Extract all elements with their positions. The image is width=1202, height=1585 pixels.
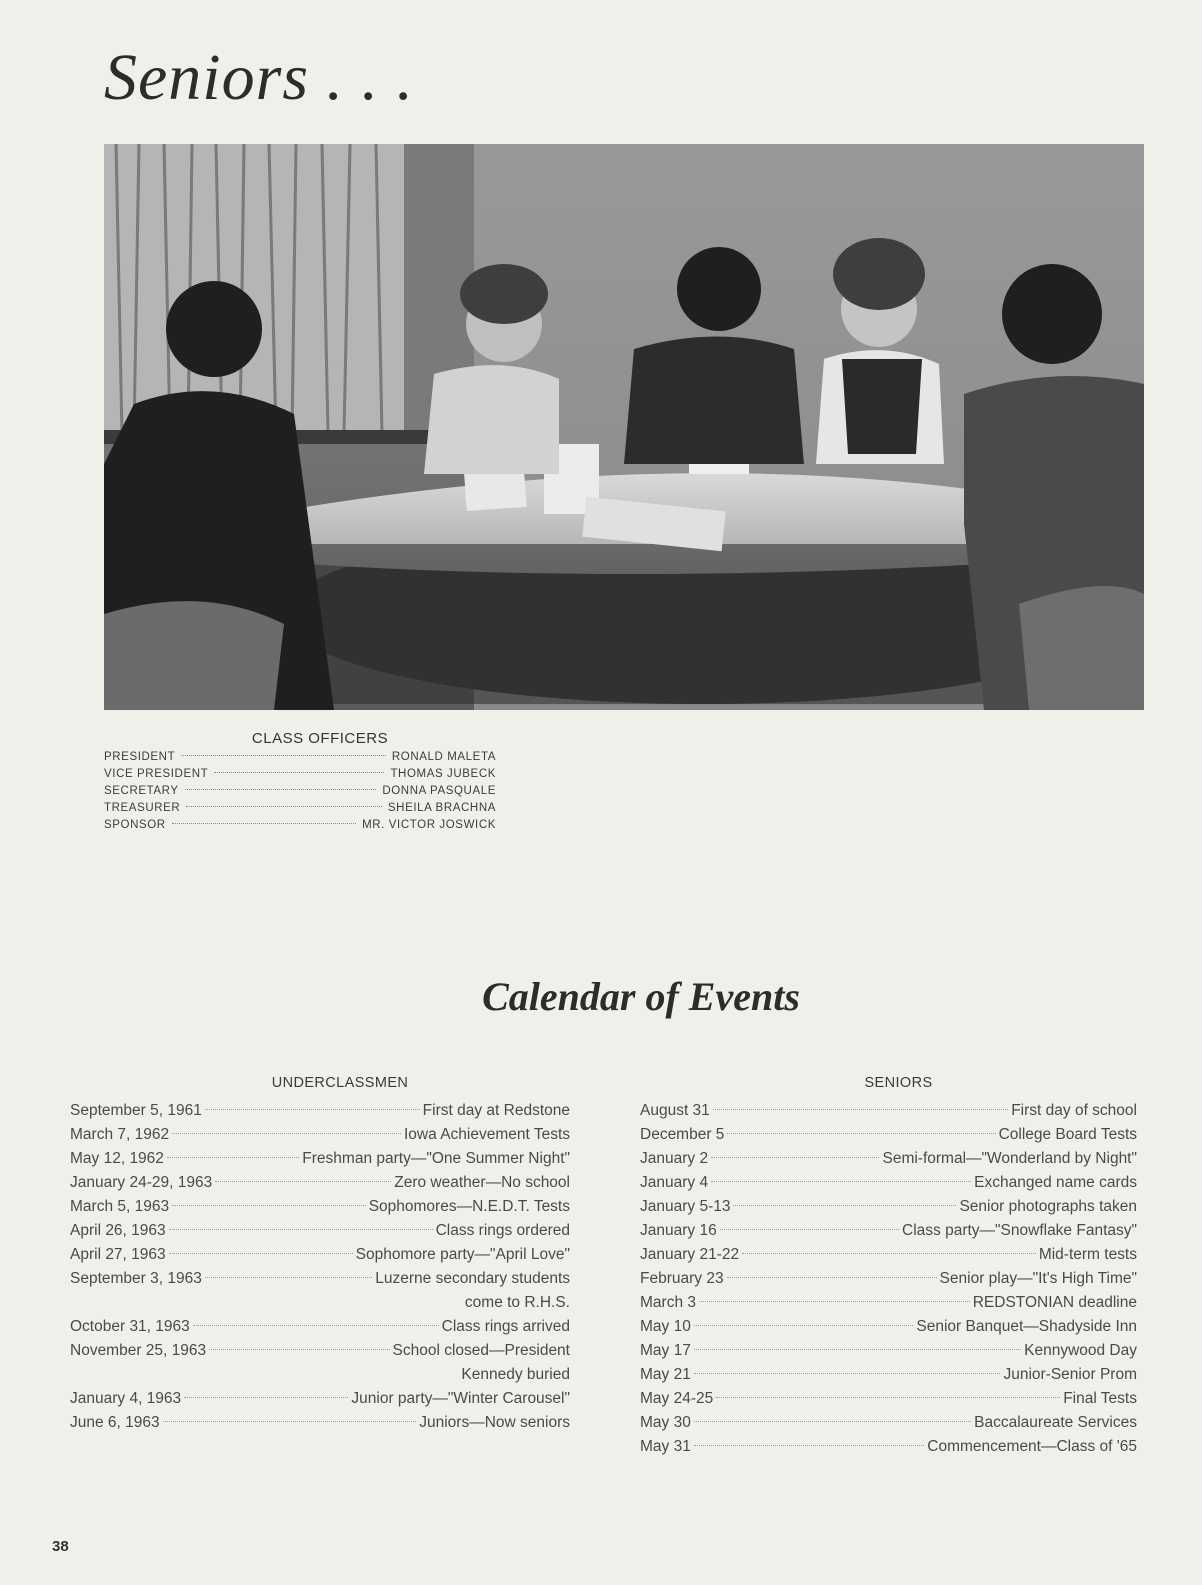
- event-row: [70, 1267, 570, 1291]
- event-row: [70, 1171, 570, 1195]
- event-description: Junior-Senior Prom: [1003, 1366, 1137, 1383]
- event-description: Senior play—"It's High Time": [939, 1270, 1137, 1287]
- event-description: College Board Tests: [998, 1126, 1137, 1143]
- event-date: May 30: [640, 1414, 691, 1431]
- event-date: May 21: [640, 1366, 691, 1383]
- officer-role: PRESIDENT: [104, 751, 176, 763]
- event-description: Exchanged name cards: [974, 1174, 1137, 1191]
- event-row: [640, 1315, 1137, 1339]
- event-row: [640, 1363, 1137, 1387]
- officer-row: [104, 783, 496, 800]
- class-officers-photo: [104, 144, 1144, 710]
- event-description: Class rings ordered: [435, 1222, 570, 1239]
- event-description: Commencement—Class of '65: [927, 1438, 1137, 1455]
- page-number: 38: [52, 1538, 69, 1555]
- event-row: [70, 1243, 570, 1267]
- officer-name: RONALD MALETA: [391, 751, 496, 763]
- event-date: October 31, 1963: [70, 1318, 190, 1335]
- event-date: June 6, 1963: [70, 1414, 160, 1431]
- officer-row: [104, 800, 496, 817]
- officer-name: SHEILA BRACHNA: [387, 802, 496, 814]
- event-date: January 4: [640, 1174, 709, 1191]
- event-description: REDSTONIAN deadline: [972, 1294, 1137, 1311]
- officer-row: [104, 749, 496, 766]
- officer-name: THOMAS JUBECK: [390, 768, 496, 780]
- event-description: Kennywood Day: [1024, 1342, 1137, 1359]
- event-description: First day at Redstone: [422, 1102, 570, 1119]
- event-date: September 5, 1961: [70, 1102, 202, 1119]
- event-row: [640, 1123, 1137, 1147]
- event-date: March 7, 1962: [70, 1126, 170, 1143]
- event-date: January 21-22: [640, 1246, 740, 1263]
- event-row: [70, 1219, 570, 1243]
- event-date: April 26, 1963: [70, 1222, 166, 1239]
- event-row: [70, 1123, 570, 1147]
- event-row: [640, 1339, 1137, 1363]
- officer-row: [104, 766, 496, 783]
- class-officers-list: [104, 730, 496, 834]
- event-row: [640, 1195, 1137, 1219]
- event-description: Senior Banquet—Shadyside Inn: [916, 1318, 1137, 1335]
- event-date: January 24-29, 1963: [70, 1174, 213, 1191]
- class-officers-heading: CLASS OFFICERS: [251, 730, 389, 747]
- event-description: Final Tests: [1063, 1390, 1137, 1407]
- event-row: [640, 1243, 1137, 1267]
- underclassmen-column: [70, 1075, 570, 1435]
- officer-role: TREASURER: [104, 802, 181, 814]
- event-description: Juniors—Now seniors: [419, 1414, 570, 1431]
- event-description: Iowa Achievement Tests: [404, 1126, 570, 1143]
- officer-name: MR. VICTOR JOSWICK: [362, 819, 496, 831]
- seniors-column: [640, 1075, 1137, 1459]
- event-row: [640, 1411, 1137, 1435]
- event-description: Luzerne secondary students: [375, 1270, 570, 1287]
- event-row: [640, 1219, 1137, 1243]
- event-description: First day of school: [1011, 1102, 1137, 1119]
- calendar-title: Calendar of Events: [482, 974, 800, 1019]
- event-row: [640, 1267, 1137, 1291]
- event-date: March 3: [640, 1294, 696, 1311]
- event-description: Freshman party—"One Summer Night": [302, 1150, 570, 1167]
- event-row: [640, 1387, 1137, 1411]
- event-date: January 5-13: [640, 1198, 731, 1215]
- event-date: March 5, 1963: [70, 1198, 170, 1215]
- event-date: May 17: [640, 1342, 691, 1359]
- event-date: November 25, 1963: [70, 1342, 207, 1359]
- officer-row: [104, 817, 496, 834]
- event-row: [70, 1147, 570, 1171]
- event-description: Class party—"Snowflake Fantasy": [902, 1222, 1137, 1239]
- event-row: [70, 1339, 570, 1363]
- event-description: Sophomores—N.E.D.T. Tests: [368, 1198, 570, 1215]
- event-date: May 24-25: [640, 1390, 714, 1407]
- event-row: [70, 1387, 570, 1411]
- underclassmen-heading: UNDERCLASSMEN: [271, 1075, 409, 1091]
- event-date: May 31: [640, 1438, 691, 1455]
- event-description: Mid-term tests: [1038, 1246, 1137, 1263]
- event-row: [640, 1291, 1137, 1315]
- event-date: January 16: [640, 1222, 717, 1239]
- event-date: January 4, 1963: [70, 1390, 182, 1407]
- event-row: [640, 1099, 1137, 1123]
- event-description: School closed—President: [392, 1342, 570, 1359]
- event-description: Semi-formal—"Wonderland by Night": [882, 1150, 1137, 1167]
- event-date: February 23: [640, 1270, 724, 1287]
- event-row: [640, 1147, 1137, 1171]
- event-description: Baccalaureate Services: [974, 1414, 1137, 1431]
- event-row: [70, 1411, 570, 1435]
- seniors-heading: SENIORS: [864, 1075, 933, 1091]
- officer-role: SECRETARY: [104, 785, 179, 797]
- event-date: January 2: [640, 1150, 709, 1167]
- event-description: Sophomore party—"April Love": [355, 1246, 570, 1263]
- event-date: September 3, 1963: [70, 1270, 202, 1287]
- event-row: [640, 1171, 1137, 1195]
- event-date: May 12, 1962: [70, 1150, 164, 1167]
- event-date: August 31: [640, 1102, 710, 1119]
- event-description: Zero weather—No school: [394, 1174, 570, 1191]
- event-row: [70, 1315, 570, 1339]
- event-description-continued: Kennedy buried: [461, 1366, 570, 1383]
- officer-role: VICE PRESIDENT: [104, 768, 209, 780]
- event-description: Senior photographs taken: [959, 1198, 1137, 1215]
- event-row: [640, 1435, 1137, 1459]
- event-description-continued: come to R.H.S.: [464, 1294, 570, 1311]
- event-date: April 27, 1963: [70, 1246, 166, 1263]
- officer-name: DONNA PASQUALE: [382, 785, 496, 797]
- event-description: Junior party—"Winter Carousel": [351, 1390, 570, 1407]
- event-date: May 10: [640, 1318, 691, 1335]
- officer-role: SPONSOR: [104, 819, 166, 831]
- page-title: Seniors . . .: [104, 41, 414, 114]
- group-photo-icon: [104, 144, 1144, 710]
- event-description: Class rings arrived: [441, 1318, 570, 1335]
- event-row: [70, 1195, 570, 1219]
- event-date: December 5: [640, 1126, 725, 1143]
- event-row: [70, 1099, 570, 1123]
